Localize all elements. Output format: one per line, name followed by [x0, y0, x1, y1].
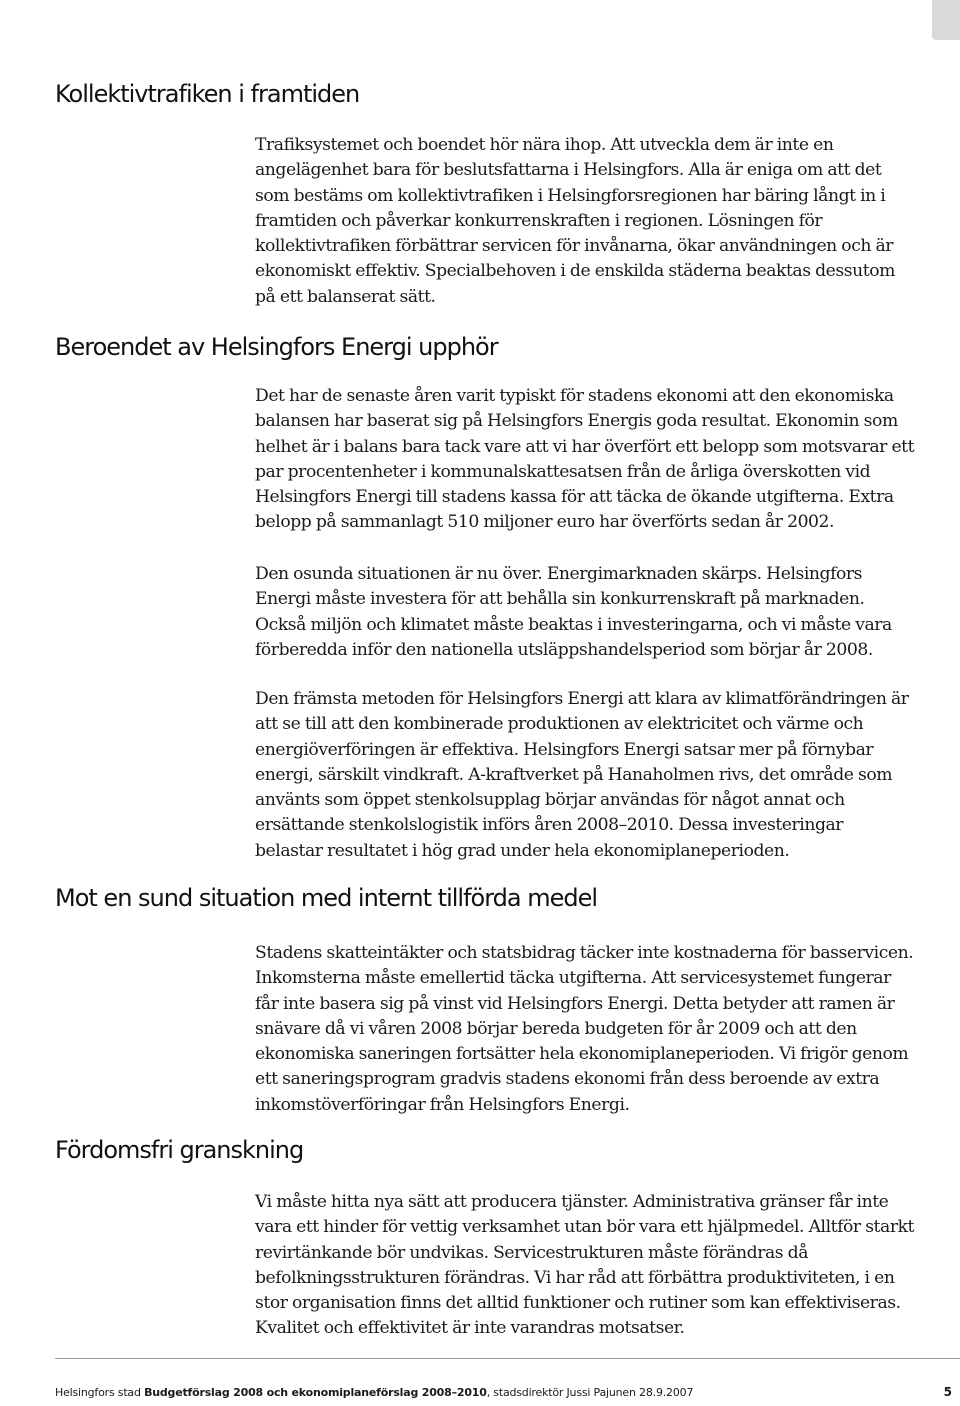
page-footer	[55, 1386, 693, 1399]
paragraph-beroendet-3: Den främsta metoden för Helsingfors Energi att klara av klimatförändringen är att se till att den kombinerade produktionen av elektricitet och värme och energiöverföringen är effektiva. Helsingfors Energi satsar mer på förnybar energi, särskilt vindkraft. A-kraftverket på Hanaholmen rivs, det område som använts som öppet stenkolsupplag börjar användas för något annat och ersättande stenkolslogistik införs åren 2008–2010. Dessa investeringar belastar resultatet i hög grad under hela ekonomiplaneperioden.	[255, 689, 909, 861]
section-heading-fordomsfri: Fördomsfri granskning	[55, 1136, 304, 1164]
section-heading-sund-situation: Mot en sund situation med internt tillförda medel	[55, 884, 598, 912]
page-number: 5	[943, 1385, 952, 1399]
paragraph-beroendet-2: Den osunda situationen är nu över. Energimarknaden skärps. Helsingfors Energi måste investera för att behålla sin konkurrenskraft på marknaden. Också miljön och klimatet måste beaktas i investeringarna, och vi måste vara förberedda inför den nationella utsläppshandelsperiod som börjar år 2008.	[255, 564, 892, 660]
footer-divider	[55, 1358, 960, 1359]
footer-org: Helsingfors stad	[55, 1386, 141, 1399]
paragraph-beroendet-1: Det har de senaste åren varit typiskt för stadens ekonomi att den ekonomiska balansen har baserat sig på Helsingfors Energis goda resultat. Ekonomin som helhet är i balans bara tack vare att vi har överfört ett belopp som motsvarar ett par procentenheter i kommunalskattesatsen från de årliga överskotten vid Helsingfors Energi till stadens kassa för att täcka de ökande utgifterna. Extra belopp på sammanlagt 510 miljoner euro har överförts sedan år 2002.	[255, 386, 915, 533]
footer-author: , stadsdirektör Jussi Pajunen 28.9.2007	[486, 1386, 694, 1399]
paragraph-kollektivtrafiken: Trafiksystemet och boendet hör nära ihop. Att utveckla dem är inte en angelägenhet bara för beslutsfattarna i Helsingfors. Alla är eniga om att det som bestäms om kollektivtrafiken i Helsingforsregionen har bäring långt in i framtiden och påverkar konkurrenskraften i regionen. Lösningen för kollektivtrafiken förbättrar servicen för invånarna, ökar användningen och är ekonomiskt effektiv. Specialbehoven i de enskilda städerna beaktas dessutom på ett balanserat sätt.	[255, 135, 895, 307]
section-heading-beroendet: Beroendet av Helsingfors Energi upphör	[55, 333, 498, 361]
paragraph-fordomsfri: Vi måste hitta nya sätt att producera tjänster. Administrativa gränser får inte vara ett hinder för vettig verksamhet utan bör vara ett hjälpmedel. Alltför starkt revirtänkande bör undvikas. Servicestrukturen måste förändras då befolkningsstrukturen förändras. Vi har råd att förbättra produktiviteten, i en stor organisation finns det alltid funktioner och rutiner som kan effektiviseras. Kvalitet och effektivitet är inte varandras motsatser.	[255, 1192, 915, 1339]
corner-tab-decoration	[932, 0, 960, 40]
footer-document-title: Budgetförslag 2008 och ekonomiplaneförslag 2008–2010	[144, 1386, 487, 1399]
section-heading-kollektivtrafiken: Kollektivtrafiken i framtiden	[55, 80, 360, 108]
paragraph-sund-situation: Stadens skatteintäkter och statsbidrag täcker inte kostnaderna för basservicen. Inkomsterna måste emellertid täcka utgifterna. Att servicesystemet fungerar får inte basera sig på vinst vid Helsingfors Energi. Detta betyder att ramen är snävare då vi våren 2008 börjar bereda budgeten för år 2009 och att den ekonomiska saneringen fortsätter hela ekonomiplaneperioden. Vi frigör genom ett saneringsprogram gradvis stadens ekonomi från dess beroende av extra inkomstöverföringar från Helsingfors Energi.	[255, 943, 914, 1115]
